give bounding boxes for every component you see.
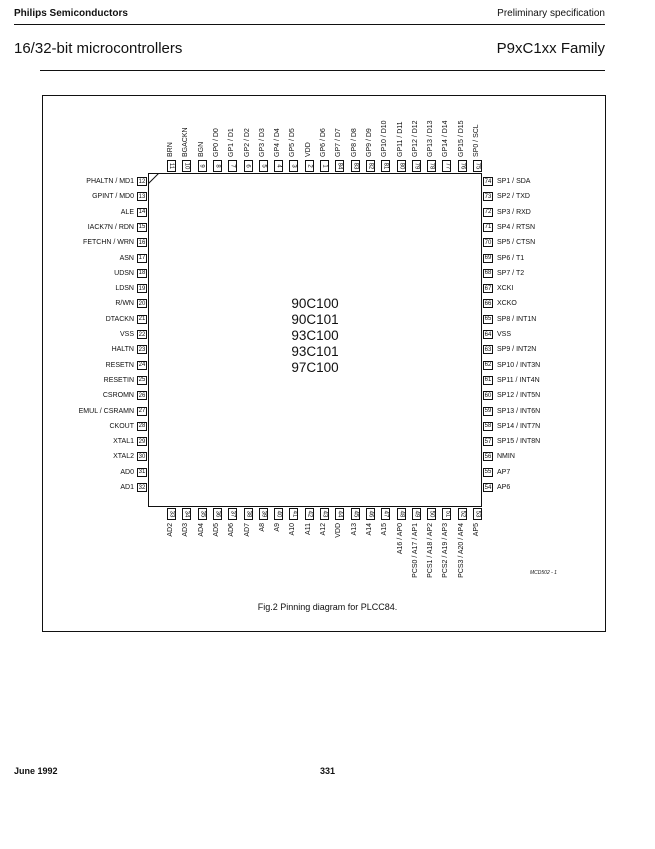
title-rule <box>40 70 605 71</box>
pin-number-box: 66 <box>484 300 492 307</box>
chip-name: 90C100 <box>291 296 339 311</box>
pin-number-box: 72 <box>484 209 492 216</box>
pin-label: CSROMN <box>102 392 134 400</box>
pin-label: LDSN <box>115 285 134 293</box>
pin-number-box: 26 <box>138 392 146 399</box>
pin-number-box: 56 <box>484 453 492 460</box>
pin-number-box <box>381 160 390 172</box>
pin-label: XCKO <box>497 300 517 308</box>
footer-date: June 1992 <box>14 766 58 776</box>
pin-label: BGN <box>197 141 205 157</box>
pin-number-box <box>244 160 253 172</box>
pin-number: 51 <box>443 510 450 518</box>
document-subtitle: 16/32-bit microcontrollers <box>14 40 183 57</box>
pin-number-box <box>213 508 222 520</box>
pin-label: XTAL2 <box>113 453 134 461</box>
pin-number-box: 54 <box>484 484 492 491</box>
pin-number-box <box>198 160 207 172</box>
pin-number-box <box>228 508 237 520</box>
pin-number: 49 <box>413 510 420 518</box>
pin-label: XCKI <box>497 285 514 293</box>
chip-name: 97C100 <box>291 360 339 375</box>
chip-name: 93C101 <box>291 344 339 359</box>
pin-number-box <box>366 160 375 172</box>
pin-label: SP13 / INT6N <box>497 407 541 415</box>
pin-number-box <box>167 160 176 172</box>
pin-label: HALTN <box>111 346 134 354</box>
pin-number: 11 <box>168 162 175 170</box>
pin-number-box <box>259 160 268 172</box>
pin-number: 33 <box>168 510 175 518</box>
drawing-code: MCD502 - 1 <box>530 570 557 576</box>
pin-number: 8 <box>214 164 221 168</box>
pin-label: AP7 <box>497 468 511 476</box>
pin-number: 9 <box>199 164 206 168</box>
pin-number-box <box>366 508 375 520</box>
pin-number: 41 <box>290 510 297 518</box>
pin-label: PCS2 / A19 / AP3 <box>442 523 450 578</box>
pin-number-box <box>427 508 436 520</box>
pin-number: 46 <box>367 510 374 518</box>
pin-number-box: 67 <box>484 285 492 292</box>
header-rule <box>14 24 605 25</box>
pin-number-box: 23 <box>138 346 146 353</box>
pin-number: 53 <box>474 510 481 518</box>
pin-number: 47 <box>382 510 389 518</box>
pin-label: GP9 / D9 <box>365 128 373 157</box>
pin-number-box: 31 <box>138 469 146 476</box>
pin-number: 40 <box>275 510 282 518</box>
pin-number: 6 <box>245 164 251 168</box>
chip-type-names <box>148 296 482 376</box>
pin-number: 77 <box>443 162 450 170</box>
pin-number-box <box>289 160 298 172</box>
pin-number-box <box>473 160 482 172</box>
pin-label: DTACKN <box>105 315 134 323</box>
pin-number-box <box>213 160 222 172</box>
pin-number-box: 60 <box>484 392 492 399</box>
pin-label: A11 <box>304 523 312 535</box>
pin-number: 52 <box>459 510 466 518</box>
pin-number-box <box>335 508 344 520</box>
pin-label: GPINT / MD0 <box>92 193 134 201</box>
pin-number-box: 22 <box>138 331 146 338</box>
pin-number-box <box>412 160 421 172</box>
pin-number: 5 <box>260 164 267 168</box>
pin-label: A16 / AP0 <box>396 523 404 555</box>
pin-number: 37 <box>229 510 236 518</box>
pin-label: PCS1 / A18 / AP2 <box>427 523 435 578</box>
pin-number-box <box>473 508 482 520</box>
pin-label: SP1 / SDA <box>497 178 531 185</box>
pin-label: GP0 / D0 <box>212 128 220 157</box>
pin-label: RESETIN <box>103 376 134 384</box>
pin-label: AD7 <box>243 523 251 537</box>
pin-number: 35 <box>199 510 206 518</box>
pin-number: 39 <box>260 510 267 518</box>
pin-number-box <box>458 160 467 172</box>
pin-number-box <box>305 160 314 172</box>
pin-number-box <box>182 508 191 520</box>
pin-label: CKOUT <box>109 422 134 430</box>
pin-number: 84 <box>336 162 343 170</box>
pin-label: AD1 <box>120 484 134 491</box>
pin-number: 76 <box>459 162 466 170</box>
pin-label: SP15 / INT8N <box>497 438 541 446</box>
pin-number: 4 <box>275 164 282 168</box>
pin-label: EMUL / CSRAMN <box>78 407 134 415</box>
pin-number-box <box>198 508 207 520</box>
pin-label: GP5 / D5 <box>289 128 297 157</box>
pin-label: A8 <box>258 523 266 532</box>
pin-number-box: 63 <box>484 346 492 353</box>
pin-number-box: 14 <box>138 209 146 216</box>
pin-number-box <box>244 508 253 520</box>
pin-number: 34 <box>183 510 190 518</box>
pin-label: SP6 / T1 <box>497 254 525 262</box>
pin-label: A12 <box>320 523 327 536</box>
document-status: Preliminary specification <box>497 8 605 19</box>
pin-label: A15 <box>381 523 389 536</box>
pin-number-box <box>305 508 314 520</box>
chip-name: 90C101 <box>291 312 339 327</box>
pin-label: SP11 / INT4N <box>497 376 540 384</box>
pin-label: GP12 / D12 <box>411 120 419 157</box>
pin-number-box: 30 <box>138 453 146 460</box>
pin-label: A14 <box>365 523 373 536</box>
pin-number: 43 <box>321 510 328 518</box>
pin-number-box <box>351 160 360 172</box>
pin-number: 83 <box>352 162 359 170</box>
pin-number: 75 <box>474 162 481 170</box>
pin-number-box: 28 <box>138 423 146 430</box>
pin-number: 79 <box>413 162 420 170</box>
pin-number: 78 <box>428 162 435 170</box>
pin-number-box: 24 <box>138 362 146 369</box>
pin-number-box <box>274 508 283 520</box>
pin-number: 48 <box>398 510 404 518</box>
pin1-corner-mark <box>148 173 160 185</box>
pin-number: 10 <box>183 162 190 170</box>
pin-label: SP10 / INT3N <box>497 361 541 369</box>
pin-label: GP15 / D15 <box>457 120 465 157</box>
pin-number-box: 55 <box>484 469 492 476</box>
pin-number: 36 <box>214 510 221 518</box>
pin-number-box: 15 <box>138 224 146 231</box>
pin-label: GP14 / D14 <box>442 120 450 157</box>
page-number: 331 <box>319 766 336 776</box>
pin-number-box: 69 <box>484 255 492 261</box>
pin-number-box: 27 <box>138 408 146 414</box>
pin-number-box <box>458 508 467 520</box>
pin-number-box <box>442 508 451 520</box>
pin-number-box <box>289 508 298 520</box>
pin-label: GP3 / D3 <box>258 128 266 157</box>
pin-number-box <box>397 508 406 520</box>
pin-number-box: 71 <box>484 224 492 231</box>
pin-label: SP12 / INT5N <box>497 392 541 400</box>
pin-label: UDSN <box>114 269 134 277</box>
pin-label: GP6 / D6 <box>320 128 327 157</box>
pin-number-box: 19 <box>138 285 146 292</box>
pin-number-box: 16 <box>138 239 146 246</box>
pin-label: AD5 <box>212 523 220 537</box>
chip-name: 93C100 <box>291 328 339 343</box>
pin-number: 50 <box>428 510 435 518</box>
pin-label: A13 <box>350 523 358 536</box>
figure-caption: Fig.2 Pinning diagram for PLCC84. <box>257 602 398 612</box>
pin-number-box <box>335 160 344 172</box>
pin-number-box: 21 <box>138 316 146 323</box>
pin-number-box: 25 <box>138 377 146 384</box>
pin-label: ASN <box>119 254 134 262</box>
pin-number-box: 57 <box>484 438 492 445</box>
pin-label: RESETN <box>105 361 134 369</box>
pin-label: AD3 <box>182 523 190 537</box>
pin-number-box <box>320 508 329 520</box>
pin-label: SP2 / TXD <box>497 193 530 201</box>
pin-number-box: 59 <box>484 408 492 414</box>
pin-number-box <box>381 508 390 520</box>
pin-label: VSS <box>119 331 134 338</box>
pin-label: FETCHN / WRN <box>83 239 134 247</box>
pin-label: A9 <box>274 523 282 532</box>
pin-label: GP10 / D10 <box>381 120 389 157</box>
pin-number-box: 74 <box>484 178 492 185</box>
pin-number-box: 58 <box>484 423 492 430</box>
pin-number: 1 <box>321 164 328 168</box>
pin-label: NMIN <box>497 453 515 461</box>
pin-label: GP11 / D11 <box>396 121 404 157</box>
pin-label: SP3 / RXD <box>497 208 531 216</box>
pin-label: BRN <box>167 142 174 157</box>
pin-number: 42 <box>306 510 313 518</box>
pin-number-box <box>427 160 436 172</box>
pin-label: AP5 <box>473 523 480 537</box>
pin-label: PHALTN / MD1 <box>86 178 134 185</box>
pin-label: A10 <box>289 523 297 536</box>
pin-number-box <box>351 508 360 520</box>
pin-number: 44 <box>336 510 343 518</box>
pin-label: SP8 / INT1N <box>497 315 537 323</box>
pin-label: SP7 / T2 <box>497 269 525 277</box>
pin-label: R/WN <box>115 300 134 308</box>
pin-label: SP4 / RTSN <box>497 223 535 231</box>
pin-label: ALE <box>120 208 134 216</box>
pin-label: PCS0 / A17 / AP1 <box>411 523 419 578</box>
pin-number-box: 73 <box>484 193 492 200</box>
pin-label: IACK7N / RDN <box>87 223 134 231</box>
pin-number: 82 <box>367 162 374 170</box>
pin-number-box <box>412 508 421 520</box>
pin-number-box: 20 <box>138 300 146 307</box>
pin-number: 81 <box>382 162 389 170</box>
pin-label: GP2 / D2 <box>243 128 251 157</box>
pin-label: SP14 / INT7N <box>497 422 541 430</box>
pin-number-box: 70 <box>484 239 492 246</box>
pin-number: 7 <box>229 164 236 168</box>
pin-number: 38 <box>245 510 251 518</box>
pin-label: GP4 / D4 <box>274 128 282 157</box>
pin-label: AD0 <box>120 468 134 476</box>
pin-number: 45 <box>352 510 359 518</box>
product-family: P9xC1xx Family <box>496 40 605 57</box>
pin-number-box <box>274 160 283 172</box>
pin-number-box: 64 <box>484 331 492 338</box>
pin-number-box: 13 <box>138 193 146 200</box>
pin-label: PCS3 / A20 / AP4 <box>457 523 465 578</box>
pin-number-box: 32 <box>138 484 146 491</box>
pin-number-box <box>182 160 191 172</box>
company-name: Philips Semiconductors <box>14 8 128 19</box>
pin-label: AD4 <box>197 523 205 537</box>
pin-label: AP6 <box>497 484 511 491</box>
pin-label: BGACKN <box>182 127 190 157</box>
pin-label: GP1 / D1 <box>228 128 236 157</box>
pin-label: XTAL1 <box>113 438 134 446</box>
pin-label: AD2 <box>167 523 174 537</box>
pin-number-box: 29 <box>138 438 146 445</box>
pin-number-box <box>442 160 451 172</box>
pin-label: GP13 / D13 <box>427 120 435 157</box>
pin-number-box <box>228 160 237 172</box>
pin-number-box: 12 <box>138 178 146 185</box>
pin-label: SP5 / CTSN <box>497 239 536 247</box>
pin-label: AD6 <box>228 523 236 537</box>
pin-number: 3 <box>290 164 297 168</box>
pin-number-box: 17 <box>138 255 146 261</box>
pin-number-box: 18 <box>138 270 146 277</box>
pin-number-box: 65 <box>484 316 492 323</box>
pin-label: SP9 / INT2N <box>497 346 537 354</box>
pin-number-box <box>259 508 268 520</box>
pin-label: VSS <box>497 331 512 338</box>
pin-label: SP0 / SCL <box>473 124 480 157</box>
pin-number-box <box>397 160 406 172</box>
pin-number-box: 68 <box>484 270 492 277</box>
pin-label: VDD <box>335 523 343 538</box>
pin-number-box <box>167 508 176 520</box>
pin-label: GP7 / D7 <box>335 128 343 157</box>
pin-number-box: 62 <box>484 362 492 369</box>
pin-label: VDD <box>304 142 312 157</box>
pin-label: GP8 / D8 <box>350 128 358 157</box>
pin-number: 2 <box>306 164 313 168</box>
pin-number-box <box>320 160 329 172</box>
pin-number-box: 61 <box>484 377 492 384</box>
pin-number: 80 <box>398 162 404 170</box>
